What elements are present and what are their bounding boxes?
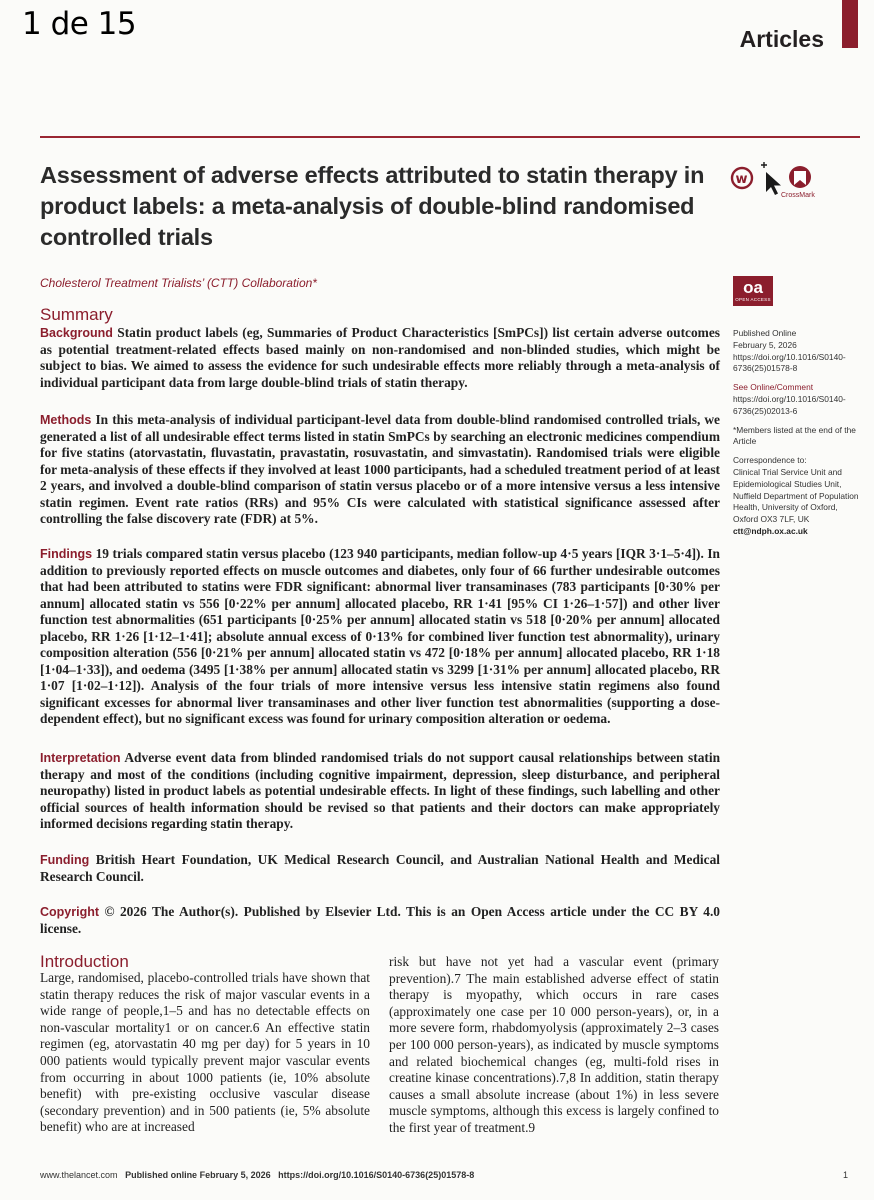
correspondence-email-link[interactable]: ctt@ndph.ox.ac.uk [733, 525, 808, 536]
published-online-label: Published Online [733, 328, 797, 338]
abstract-label: Background [40, 326, 113, 340]
page-footer [40, 1170, 474, 1180]
abstract-label: Methods [40, 413, 92, 427]
author-line: Cholesterol Treatment Trialists’ (CTT) Collaboration* [40, 276, 317, 290]
svg-text:w: w [735, 172, 748, 187]
intro-column-1: Large, randomised, placebo-controlled trials have shown that statin therapy reduces the risk of major vascular events in a wide range of people,1–5 and has no detectable effects on non-vascular mortality1 or on cancer.6 An effective statin regimen (eg, atorvastatin 40 mg per day) for 5 years in 10 000 patients would typically prevent major vascular events from occurring in about 1000 patients (ie, 10% absolute benefit) with pre-existing occlusive vascular disease (secondary prevention) and in 500 patients (ie, 5% absolute benefit) who are at increased [40, 970, 370, 1135]
published-date: February 5, 2026 [733, 339, 797, 350]
cursor-icon[interactable] [761, 162, 781, 195]
article-tools [730, 160, 830, 200]
abstract-funding [40, 852, 720, 885]
page-indicator: 1 de 15 [22, 6, 137, 42]
oa-badge-text: oa [743, 278, 763, 297]
crossmark-icon[interactable] [789, 166, 811, 188]
comment-doi-link[interactable]: https://doi.org/10.1016/S0140-6736(25)02013-6 [733, 393, 846, 416]
abstract-text: In this meta-analysis of individual participant-level data from double-blind randomised controlled trials, we generated a list of all undesirable effect terms listed in statin SmPCs by searching an electronic medicines compendium for five statins (atorvastatin, fluvastatin, pravastatin, rosuvastatin, and simvastatin). Randomised trials were eligible for meta-analysis of these effects if they involved at least 1000 participants, had a scheduled treatment period of at least 2 years, and involved a double-blind comparison of statin versus placebo or of a more intensive versus a less intensive statin regimen. Event rate ratios (RRs) and 95% CIs were calculated with statistical significance assessed after controlling the false discovery rate (FDR) at 5%. [40, 412, 720, 526]
abstract-text: 19 trials compared statin versus placebo (123 940 participants, median follow-up 4·5 years [IQR 3·1–5·4]). In addition to previously reported effects on muscle outcomes and diabetes, only four of 66 further undesirable outcomes that had been attributed to statins were FDR significant: abnormal liver transaminases (783 participants [0·30% per annum] allocated statin vs 556 [0·22% per annum] allocated placebo, RR 1·41 [95% CI 1·26–1·57]) and other liver function test abnormalities (651 participants [0·25% per annum] allocated statin vs 518 [0·20% per annum] allocated placebo, RR 1·26 [1·12–1·41]; absolute annual excess of 0·13% for combined liver function test abnormality), urinary composition alteration (556 [0·21% per annum] allocated statin vs 472 [0·18% per annum] allocated placebo, RR 1·18 [1·04–1·33]), and oedema (3495 [1·38% per annum] allocated statin vs 3299 [1·31% per annum] allocated placebo, RR 1·07 [1·02–1·12]). Analysis of the four trials of more intensive versus less intensive statin regimens also found significant excesses for abnormal liver transaminases and other liver function test abnormalities (supporting a dose-dependent effect), but no significant excess was found for urinary composition alteration or oedema. [40, 546, 720, 726]
introduction-heading: Introduction [40, 952, 129, 971]
see-comment-label: See Online/Comment [733, 382, 814, 393]
abstract-text: Statin product labels (eg, Summaries of Product Characteristics [SmPCs]) list certain adverse outcomes as potential treatment-related effects based mainly on non-randomised and non-blinded studies, which might be subject to bias. We aimed to assess the evidence for such undesirable effects more reliably through a meta-analysis of individual participant data from large double-blind trials of statin therapy. [40, 325, 720, 390]
abstract-methods [40, 412, 720, 528]
journal-color-bar [842, 0, 858, 48]
abstract-background [40, 325, 720, 391]
abstract-copyright [40, 904, 720, 937]
correspondence-label: Correspondence to: [733, 455, 807, 466]
abstract-label: Copyright [40, 905, 100, 919]
abstract-text: British Heart Foundation, UK Medical Research Council, and Australian National Health and Medical Research Council. [40, 852, 720, 884]
open-access-badge [733, 276, 773, 306]
footer-doi-link[interactable]: https://doi.org/10.1016/S0140-6736(25)01578-8 [278, 1170, 475, 1180]
abstract-text: Adverse event data from blinded randomised trials do not support causal relationships between statin therapy and most of the conditions (including cognitive impairment, depression, sleep disturbance, and peripheral neuropathy) listed in product labels as potential undesirable effects. In light of these findings, such labelling and other official sources of health information should be revised so that patients and their doctors can make appropriately informed decisions regarding statin therapy. [40, 750, 721, 831]
article-title: Assessment of adverse effects attributed to statin therapy in product labels: a meta-analysis of double-blind randomised controlled trials [40, 162, 705, 250]
page-number: 1 [842, 1170, 848, 1180]
header-divider [40, 136, 860, 138]
abstract-label: Interpretation [40, 751, 121, 765]
abstract-text: © 2026 The Author(s). Published by Elsevier Ltd. This is an Open Access article under the CC BY 4.0 license. [40, 904, 720, 936]
web-extra-icon[interactable] [732, 168, 752, 188]
sidebar-metadata [733, 328, 861, 545]
footer-site-link[interactable]: www.thelancet.com [40, 1170, 118, 1180]
abstract-label: Findings [40, 547, 93, 561]
section-label: Articles [739, 26, 824, 52]
members-note: *Members listed at the end of the Article [733, 424, 856, 447]
summary-heading: Summary [40, 305, 113, 324]
crossmark-label: CrossMark [781, 192, 815, 199]
abstract-label: Funding [40, 853, 90, 867]
intro-column-2: risk but have not yet had a vascular event (primary prevention).7 The main established adverse effect of statin therapy is myopathy, which occurs in rare cases (approximately one case per 10 000 person-years), or, in a more severe form, rhabdomyolysis (approximately 2–3 cases per 100 000 person-years), as indicated by muscle symptoms and related biochemical changes (eg, multi-fold rises in creatine kinase concentrations).7,8 In addition, statin therapy causes a small absolute increase (about 1%) in less severe muscle symptoms, although this excess is largely confined to the first year of treatment.9 [389, 954, 719, 1135]
abstract-interpretation [40, 750, 720, 833]
correspondence-address: Clinical Trial Service Unit and Epidemiological Studies Unit, Nuffield Department of Population Health, University of Oxford, Oxford OX3 7LF, UK [733, 466, 859, 525]
footer-published: Published online February 5, 2026 [125, 1170, 271, 1180]
abstract-findings [40, 546, 720, 728]
oa-badge-subtext: OPEN ACCESS [735, 297, 771, 302]
article-doi-link[interactable]: https://doi.org/10.1016/S0140-6736(25)01578-8 [733, 351, 846, 374]
